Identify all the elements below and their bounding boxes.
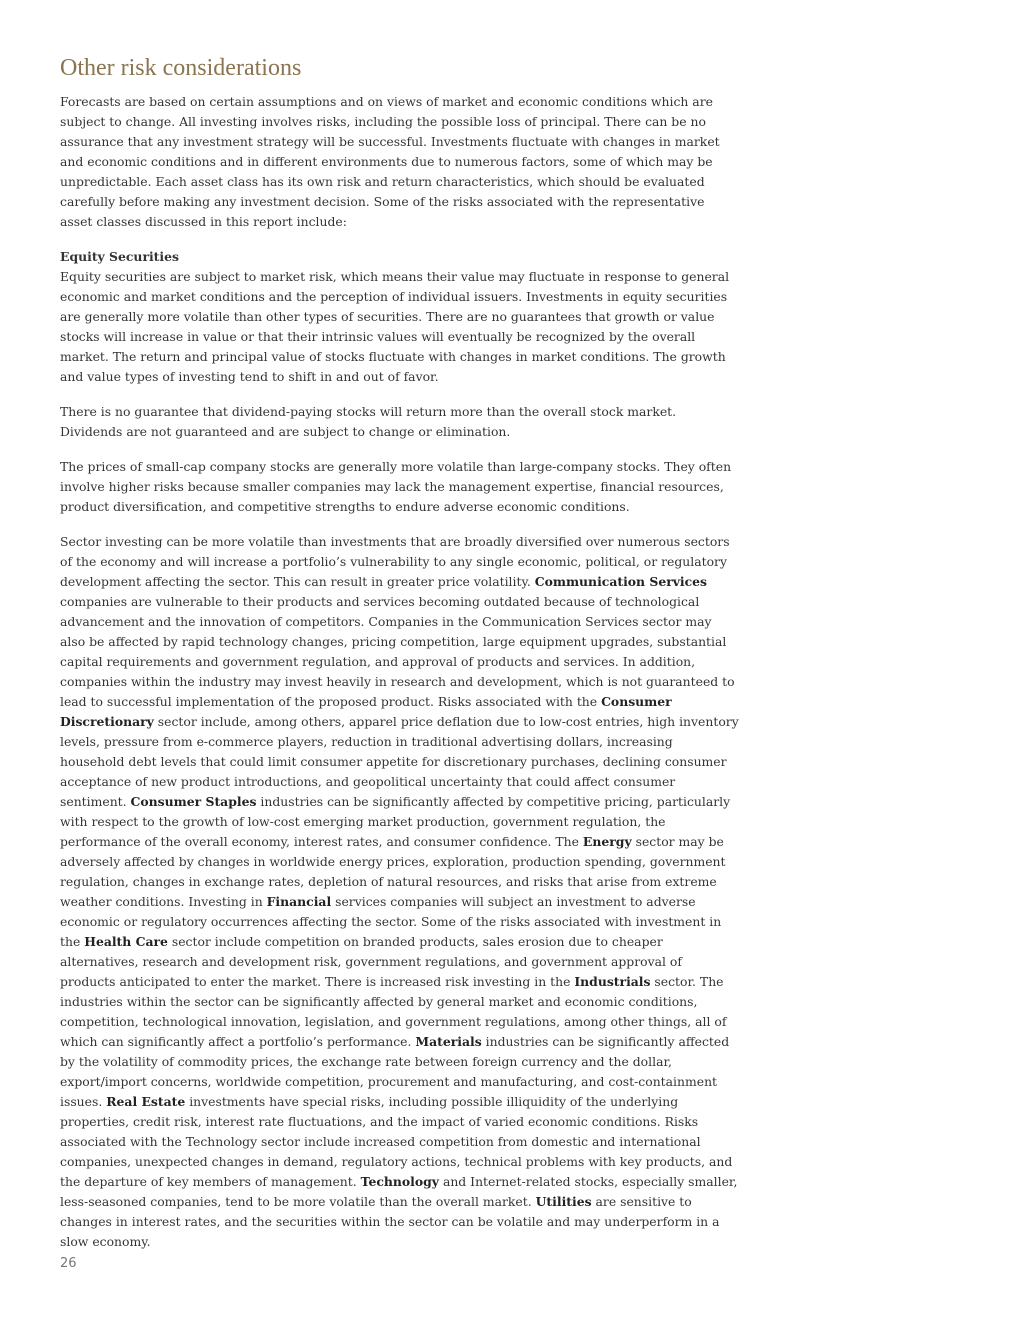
sector-text: Sector investing can be more volatile than investments that are broadly diversified over numerous sectors of the economy and will increase a portfolio’s vulnerability to any single economic, political, or regulatory development affecting the sector. This can result in greater price volatility.: [60, 534, 730, 589]
sector-term-communication-services: Communication Services: [534, 574, 708, 589]
sector-term-industrials: Industrials: [574, 974, 651, 989]
sector-term-materials: Materials: [415, 1034, 482, 1049]
equity-paragraph-3: The prices of small-cap company stocks are generally more volatile than large-company stocks. They often involve higher risks because smaller companies may lack the management expertise, financial resources, product diversification, and competitive strengths to endure adverse economic conditions.: [60, 459, 732, 514]
sector-text: and Internet-related stocks, especially smaller, less-seasoned companies, tend to be more volatile than the overall market.: [60, 1174, 738, 1209]
sector-text: industries can be significantly affected by the volatility of commodity prices, the exchange rate between foreign currency and the dollar, export/import concerns, worldwide competition, procurement and manufacturing, and cost-containment issues.: [60, 1034, 730, 1109]
sector-text: sector may be adversely affected by changes in worldwide energy prices, exploration, production spending, government regulation, changes in exchange rates, depletion of natural resources, and risks that arise from extreme weather conditions. Investing in: [60, 834, 726, 909]
sector-text: are sensitive to changes in interest rates, and the securities within the sector can be volatile and may underperform in a slow economy.: [60, 1194, 720, 1249]
sector-text: sector include competition on branded products, sales erosion due to cheaper alternatives, research and development risk, government regulations, and government approval of products anticipated to enter the market. There is increased risk investing in the: [60, 934, 682, 989]
sector-text: sector. The industries within the sector can be significantly affected by general market and economic conditions, competition, technological innovation, legislation, and government regulations, among other things, all of which can significantly affect a portfolio’s performance.: [60, 974, 727, 1049]
sector-term-utilities: Utilities: [535, 1194, 592, 1209]
sector-text: sector include, among others, apparel price deflation due to low-cost entries, high inventory levels, pressure from e-commerce players, reduction in traditional advertising dollars, increasing household debt levels that could limit consumer appetite for discretionary purchases, declining consumer acceptance of new product introductions, and geopolitical uncertainty that could affect consumer sentiment.: [60, 714, 739, 809]
sector-term-health-care: Health Care: [84, 934, 168, 949]
sector-term-consumer-staples: Consumer Staples: [130, 794, 257, 809]
sector-text: industries can be significantly affected by competitive pricing, particularly with respect to the growth of low-cost emerging market production, government regulation, the performance of the overall economy, interest rates, and consumer confidence. The: [60, 794, 731, 849]
equity-text-1: Equity securities are subject to market risk, which means their value may fluctuate in response to general economic and market conditions and the perception of individual issuers. Investments in equity securities are generally more volatile than other types of securities. There are no guarantees that growth or value stocks will increase in value or that their intrinsic values will eventually be recognized by the overall market. The return and principal value of stocks fluctuate with changes in market conditions. The growth and value types of investing tend to shift in and out of favor.: [60, 269, 730, 384]
sector-term-consumer-discretionary: Consumer Discretionary: [60, 694, 672, 729]
sector-paragraph: [60, 532, 740, 1252]
sector-term-financial: Financial: [266, 894, 332, 909]
intro-paragraph: Forecasts are based on certain assumptions and on views of market and economic conditions which are subject to change. All investing involves risks, including the possible loss of principal. There can be no assurance that any investment strategy will be successful. Investments fluctuate with changes in market and economic conditions and in different environments due to numerous factors, some of which may be unpredictable. Each asset class has its own risk and return characteristics, which should be evaluated carefully before making any investment decision. Some of the risks associated with the representative asset classes discussed in this report include:: [60, 94, 720, 229]
sector-term-real-estate: Real Estate: [106, 1094, 186, 1109]
page-title: Other risk considerations: [60, 55, 302, 81]
sector-text: investments have special risks, including possible illiquidity of the underlying properties, credit risk, interest rate fluctuations, and the impact of varied economic conditions. Risks associated with the Technology sector include increased competition from domestic and international companies, unexpected changes in demand, regulatory actions, technical problems with key products, and the departure of key members of management.: [60, 1094, 733, 1189]
sector-text: services companies will subject an investment to adverse economic or regulatory occurrences affecting the sector. Some of the risks associated with investment in the: [60, 894, 722, 949]
sector-term-energy: Energy: [582, 834, 632, 849]
equity-heading: Equity Securities: [60, 249, 179, 264]
sector-text: companies are vulnerable to their products and services becoming outdated because of technological advancement and the innovation of competitors. Companies in the Communication Services sector may also be affected by rapid technology changes, pricing competition, large equipment upgrades, substantial capital requirements and government regulation, and approval of products and services. In addition, companies within the industry may invest heavily in research and development, which is not guaranteed to lead to successful implementation of the proposed product. Risks associated with the: [60, 594, 735, 709]
page-number: 26: [60, 1256, 77, 1271]
equity-paragraph-2: There is no guarantee that dividend-paying stocks will return more than the overall stock market. Dividends are not guaranteed and are subject to change or elimination.: [60, 404, 677, 439]
equity-paragraph-1: [60, 247, 740, 387]
document-page: [60, 52, 740, 1267]
sector-term-technology: Technology: [360, 1174, 439, 1189]
